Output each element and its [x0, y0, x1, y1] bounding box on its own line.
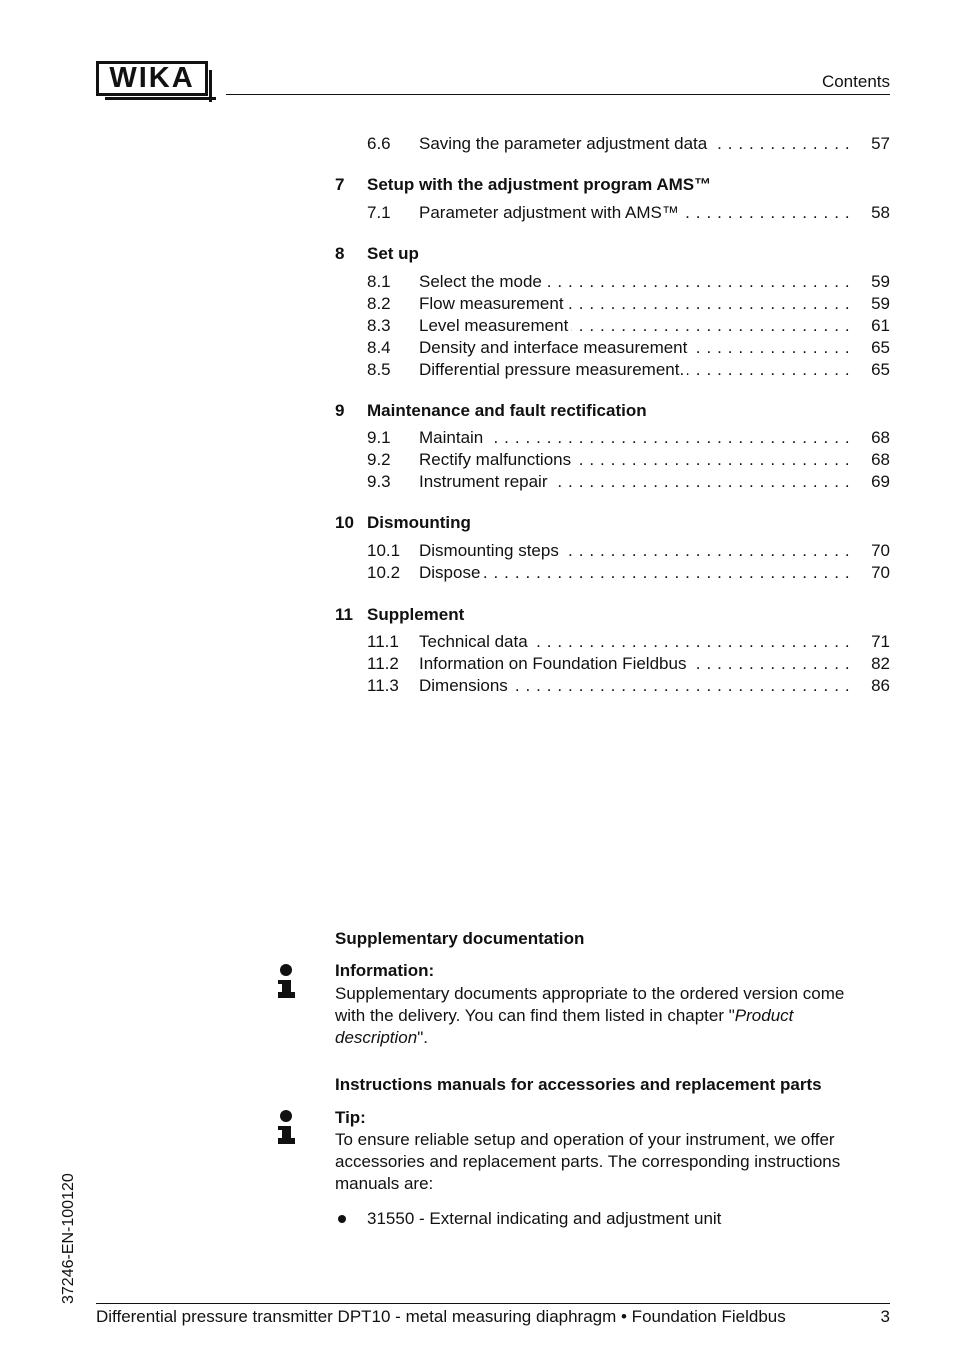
- toc-entry-number: 8.5: [367, 360, 391, 379]
- document-code: 37246-EN-100120: [60, 1173, 77, 1304]
- toc-entry-title: Level measurement . . .: [419, 316, 851, 336]
- toc-entry-page: 71: [871, 632, 890, 651]
- toc-entry-number: 10.1: [367, 541, 401, 560]
- toc-entry-page: 58: [871, 203, 890, 222]
- toc-entry-number: 8.4: [367, 338, 391, 357]
- toc-entry-number: 11.3: [367, 676, 399, 695]
- toc-entry-title: Dispose . . .: [419, 563, 851, 583]
- toc-chapter-title: Supplement: [367, 605, 465, 624]
- accessories-heading: Instructions manuals for accessories and replacement parts: [335, 1075, 822, 1094]
- toc-entry-page: 86: [871, 676, 890, 695]
- toc-entry-title: Differential pressure measurement. . . .: [419, 360, 851, 380]
- toc-entry-title: Flow measurement . . .: [419, 294, 851, 314]
- toc-entry[interactable]: [335, 360, 890, 382]
- toc-entry[interactable]: [335, 294, 890, 316]
- toc-entry-number: 9.1: [367, 428, 391, 447]
- toc-entry-number: 9.3: [367, 472, 391, 491]
- toc-chapter-number: 11: [335, 605, 353, 624]
- toc-entry-page: 70: [871, 541, 890, 560]
- toc-entry[interactable]: [335, 541, 890, 563]
- toc-entry-number: 7.1: [367, 203, 391, 222]
- toc-entry-page: 57: [871, 134, 890, 153]
- toc-entry-page: 68: [871, 450, 890, 469]
- toc-entry-number: 6.6: [367, 134, 391, 153]
- toc-entry-title: Information on Foundation Fieldbus . . .: [419, 654, 851, 674]
- toc-entry[interactable]: [335, 676, 890, 698]
- toc-entry-number: 8.3: [367, 316, 391, 335]
- toc-chapter-title: Maintenance and fault rectification: [367, 401, 647, 420]
- toc-entry[interactable]: [335, 134, 890, 156]
- toc-entry-title: Saving the parameter adjustment data . . .: [419, 134, 851, 154]
- toc-entry-page: 59: [871, 272, 890, 291]
- toc-entry[interactable]: [335, 563, 890, 585]
- toc-entry-page: 69: [871, 472, 890, 491]
- toc-entry-page: 65: [871, 338, 890, 357]
- toc-chapter-title: Set up: [367, 244, 419, 263]
- tip-icon: [277, 1110, 297, 1150]
- toc-entry-title: Rectify malfunctions . . .: [419, 450, 851, 470]
- tip-label: Tip:: [335, 1108, 366, 1127]
- toc-chapter-number: 8: [335, 244, 345, 263]
- toc-entry[interactable]: [335, 428, 890, 450]
- toc-entry-page: 82: [871, 654, 890, 673]
- toc-entry[interactable]: [335, 203, 890, 225]
- toc-entry-page: 70: [871, 563, 890, 582]
- toc-entry[interactable]: [335, 272, 890, 294]
- toc-entry-page: 61: [871, 316, 890, 335]
- header-section-title: Contents: [821, 72, 890, 91]
- toc-entry[interactable]: [335, 316, 890, 338]
- toc-entry-number: 11.2: [367, 654, 399, 673]
- toc-entry-title: Dismounting steps . . .: [419, 541, 851, 561]
- toc-entry[interactable]: [335, 450, 890, 472]
- toc-entry-title: Density and interface measurement . . .: [419, 338, 851, 358]
- toc-entry-page: 68: [871, 428, 890, 447]
- info-icon: [277, 964, 297, 1004]
- toc-entry[interactable]: [335, 472, 890, 494]
- toc-entry-title: Instrument repair . . .: [419, 472, 851, 492]
- toc-entry-title: Dimensions . . .: [419, 676, 851, 696]
- toc-chapter-title: Setup with the adjustment program AMS™: [367, 175, 712, 194]
- footer-title: Differential pressure transmitter DPT10 - metal measuring diaphragm • Foundation Fieldbus: [96, 1307, 786, 1326]
- bullet-item: 31550 - External indicating and adjustment unit: [367, 1209, 722, 1228]
- toc-chapter-number: 9: [335, 401, 345, 420]
- toc-entry-title: Maintain . . .: [419, 428, 851, 448]
- toc-entry-number: 8.2: [367, 294, 391, 313]
- toc-entry-number: 10.2: [367, 563, 401, 582]
- toc-entry-page: 59: [871, 294, 890, 313]
- toc-entry[interactable]: [335, 654, 890, 676]
- tip-paragraph: To ensure reliable setup and operation of your instrument, we offer accessories and replacement parts. The corresponding instructions manuals are:: [335, 1130, 841, 1193]
- toc-entry-title: Parameter adjustment with AMS™ . . .: [419, 203, 851, 223]
- toc-entry-number: 8.1: [367, 272, 391, 291]
- toc-entry-title: Technical data . . .: [419, 632, 851, 652]
- page-number: 3: [880, 1307, 890, 1326]
- toc-chapter-title: Dismounting: [367, 513, 471, 532]
- info-label: Information:: [335, 961, 435, 980]
- info-paragraph: Supplementary documents appropriate to the ordered version come with the delivery. You can find them listed in chapter "Product description".: [335, 984, 845, 1047]
- toc-entry[interactable]: [335, 632, 890, 654]
- toc-chapter-number: 7: [335, 175, 345, 194]
- wika-logo: WIKA: [96, 61, 208, 96]
- toc-entry-number: 9.2: [367, 450, 391, 469]
- toc-entry-page: 65: [871, 360, 890, 379]
- toc-chapter-number: 10: [335, 513, 354, 532]
- bullet-icon: [338, 1215, 346, 1223]
- toc-entry[interactable]: [335, 338, 890, 360]
- toc-entry-number: 11.1: [367, 632, 399, 651]
- toc-entry-title: Select the mode . . .: [419, 272, 851, 292]
- supplementary-heading: Supplementary documentation: [335, 929, 585, 948]
- header-rule: [226, 94, 890, 95]
- footer-rule: [96, 1303, 890, 1304]
